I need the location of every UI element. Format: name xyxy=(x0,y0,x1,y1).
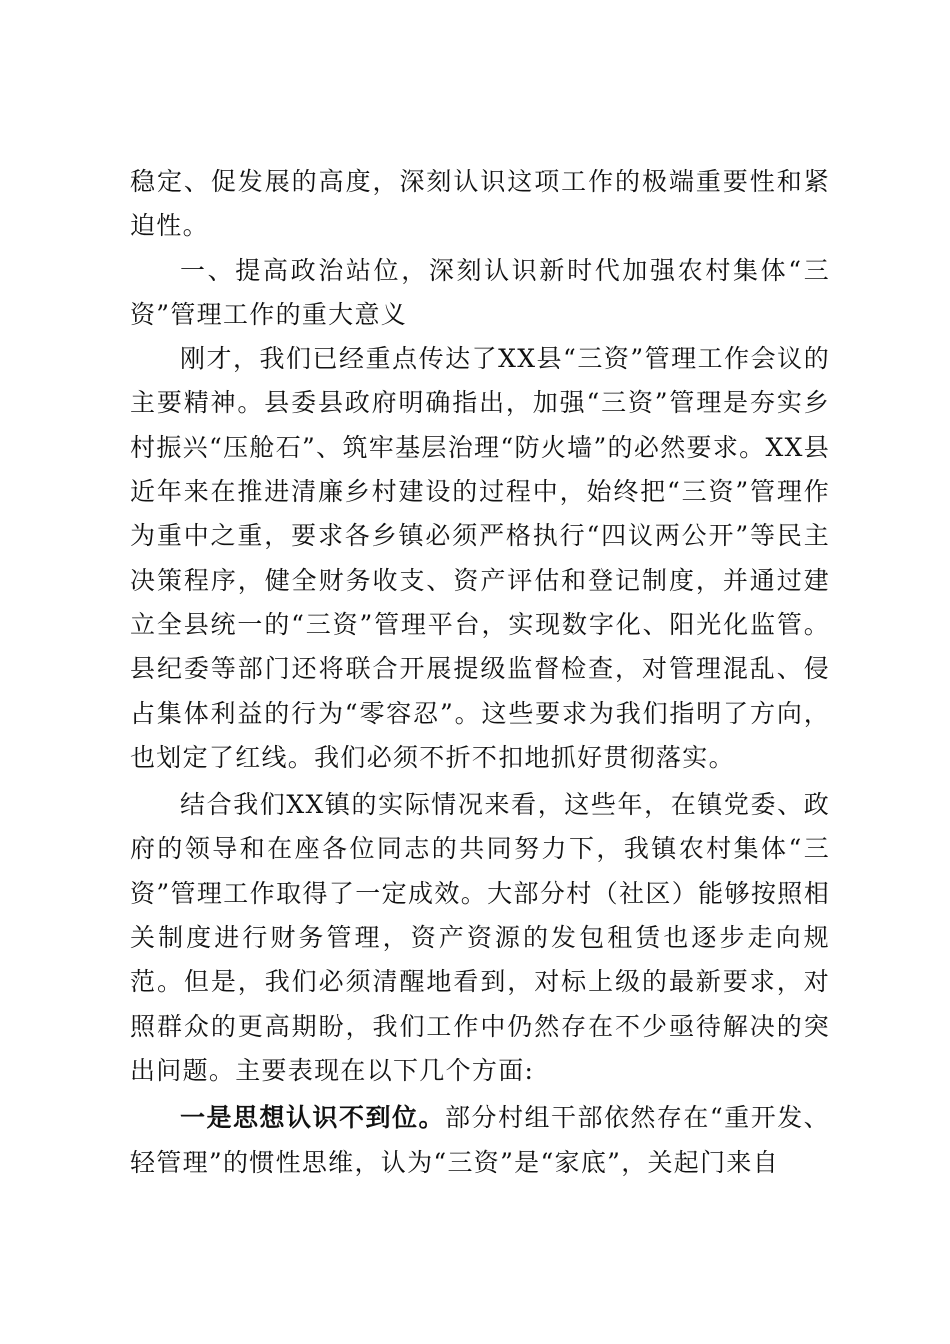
paragraph-continuation: 稳定、促发展的高度，深刻认识这项工作的极端重要性和紧迫性。 xyxy=(130,167,830,241)
paragraph-body: 结合我们XX镇的实际情况来看，这些年，在镇党委、政府的领导和在座各位同志的共同努力下，我镇农村集体“三资”管理工作取得了一定成效。大部分村（社区）能够按照相关制度进行财务管理，资产资源的发包租赁也逐步走向规范。但是，我们必须清醒地看到，对标上级的最新要求，对照群众的更高期盼，我们工作中仍然存在不少亟待解决的突出问题。主要表现在以下几个方面: xyxy=(130,790,830,1085)
point-lead: 一是思想认识不到位。 xyxy=(180,1103,445,1133)
paragraph-body: 刚才，我们已经重点传达了XX县“三资”管理工作会议的主要精神。县委县政府明确指出，加强“三资”管理是夯实乡村振兴“压舱石”、筑牢基层治理“防火墙”的必然要求。XX县近年来在推进清廉乡村建设的过程中，始终把“三资”管理作为重中之重，要求各乡镇必须严格执行“四议两公开”等民主决策程序，健全财务收支、资产评估和登记制度，并通过建立全县统一的“三资”管理平台，实现数字化、阳光化监管。县纪委等部门还将联合开展提级监督检查，对管理混乱、侵占集体利益的行为“零容忍”。这些要求为我们指明了方向，也划定了红线。我们必须不折不扣地抓好贯彻落实。 xyxy=(130,344,830,772)
paragraph-point xyxy=(130,1096,830,1185)
document-body xyxy=(130,160,830,1185)
point-text: 部分村组干部依然存在“重开发、轻管理”的惯性思维，认为“三资”是“家底”，关起门来自 xyxy=(130,1103,830,1177)
section-heading: 一、提高政治站位，深刻认识新时代加强农村集体“三资”管理工作的重大意义 xyxy=(130,255,830,329)
